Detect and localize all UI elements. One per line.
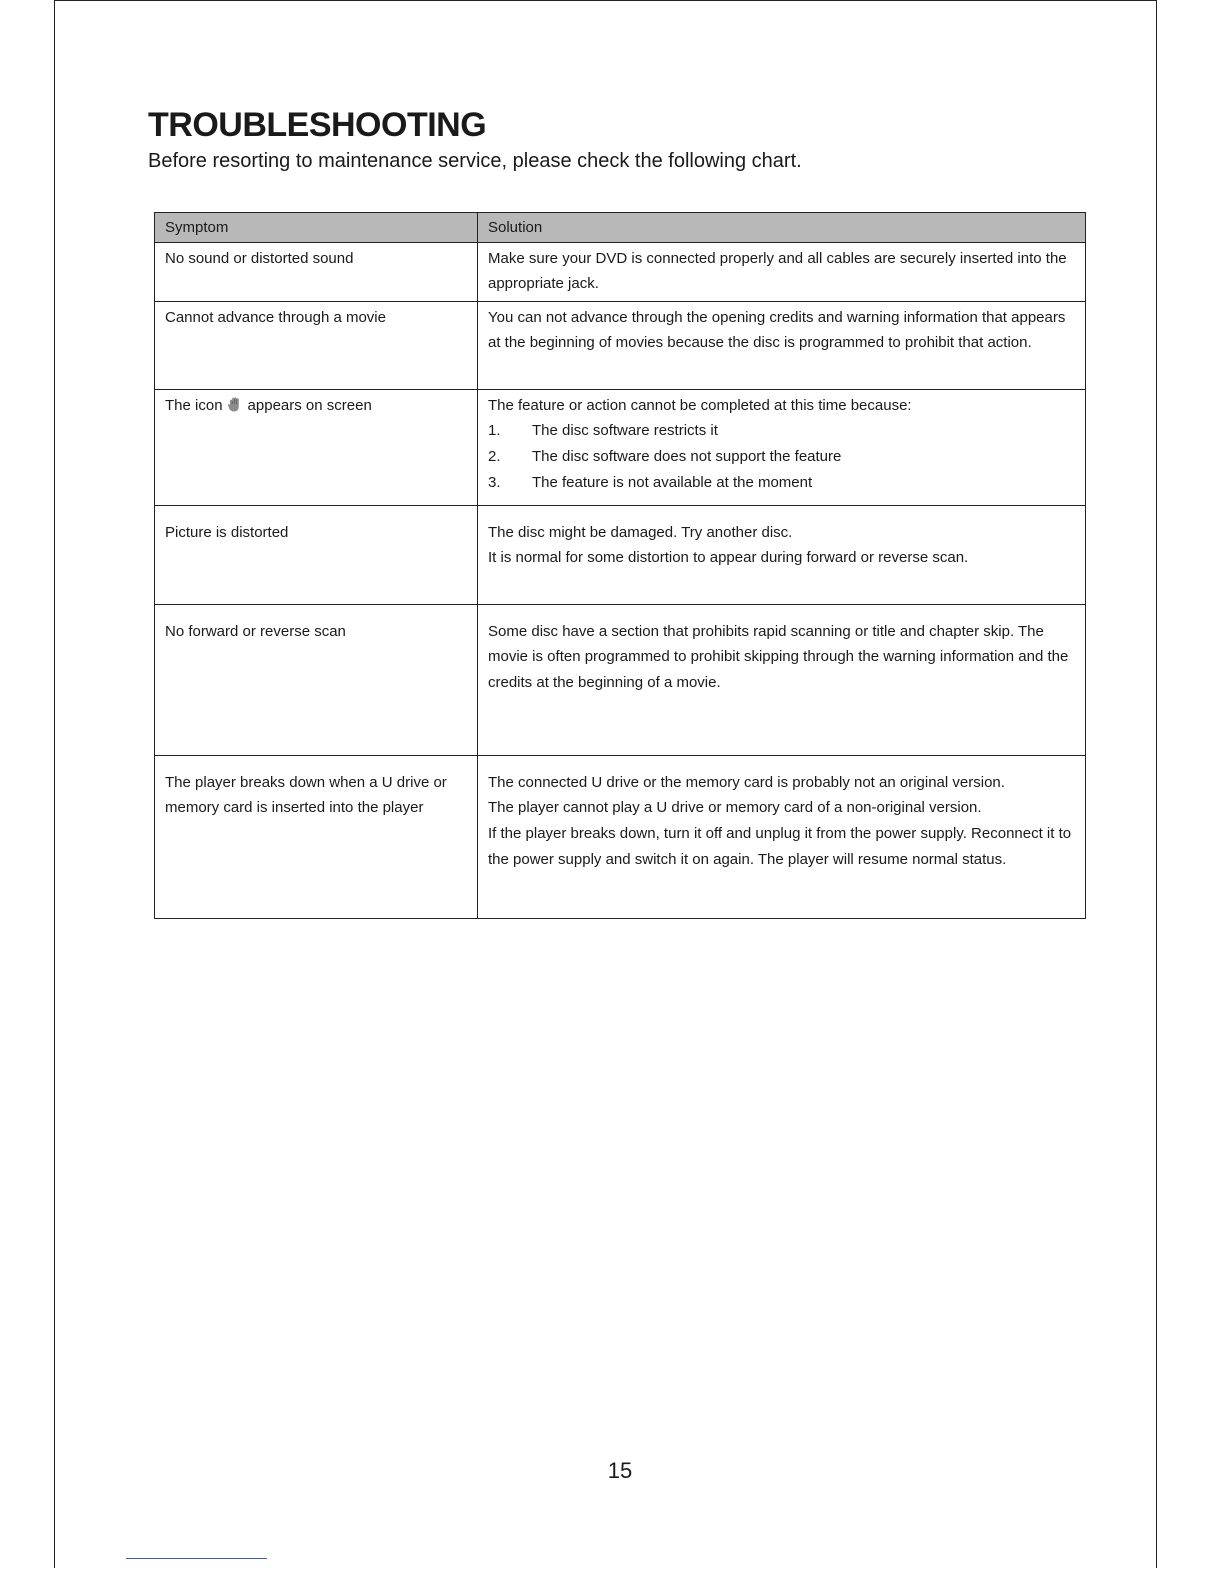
header-solution: Solution <box>478 213 1086 243</box>
symptom-suffix: appears on screen <box>247 396 372 414</box>
symptom-cell: The player breaks down when a U drive or memory card is inserted into the player <box>155 755 478 918</box>
solution-line: If the player breaks down, turn it off and unplug it from the power supply. Reconnect it to the power supply and switch it on again. The player will resume normal status. <box>488 824 1072 868</box>
solution-cell <box>478 505 1086 604</box>
table-row <box>155 242 1086 301</box>
table-row <box>155 389 1086 505</box>
symptom-cell <box>155 389 478 505</box>
solution-line: The disc might be damaged. Try another disc. <box>488 523 793 541</box>
prohibited-hand-icon <box>227 396 242 422</box>
solution-cell <box>478 242 1086 301</box>
page-number: 15 <box>607 1458 633 1483</box>
page-border-right <box>1156 0 1157 1568</box>
list-item: 2. The disc software does not support the feature <box>488 447 842 465</box>
solution-cell <box>478 301 1086 389</box>
solution-line: It is normal for some distortion to appear during forward or reverse scan. <box>488 549 969 567</box>
header-symptom: Symptom <box>155 213 478 243</box>
symptom-cell: Cannot advance through a movie <box>155 301 478 389</box>
symptom-prefix: The icon <box>165 396 223 414</box>
table-row <box>155 505 1086 604</box>
list-item: 3. The feature is not available at the moment <box>488 473 813 491</box>
reason-list <box>488 418 1076 495</box>
solution-line: The connected U drive or the memory card is probably not an original version. <box>488 773 1005 791</box>
list-item: 1. The disc software restricts it <box>488 422 718 440</box>
page-border-top <box>54 0 1157 1</box>
solution-cell <box>478 389 1086 505</box>
footnote-separator <box>126 1558 267 1559</box>
solution-line: You can not advance through the opening credits and warning information that appears at the beginning of movies because the disc is programmed to prohibit that action. <box>488 308 1066 352</box>
page-title: TROUBLESHOOTING <box>148 106 487 144</box>
solution-cell <box>478 604 1086 755</box>
troubleshooting-table <box>154 212 1086 919</box>
table-header-row <box>155 213 1086 243</box>
table-row <box>155 301 1086 389</box>
intro-text: Before resorting to maintenance service, please check the following chart. <box>148 150 802 172</box>
symptom-cell: No forward or reverse scan <box>155 604 478 755</box>
solution-line: Some disc have a section that prohibits rapid scanning or title and chapter skip. The movie is often programmed to prohibit skipping through the warning information and the credits at the beginning of a movie. <box>488 622 1069 691</box>
solution-line: Make sure your DVD is connected properly and all cables are securely inserted into the appropriate jack. <box>488 249 1067 293</box>
solution-cell <box>478 755 1086 918</box>
symptom-cell: No sound or distorted sound <box>155 242 478 301</box>
page-border-left <box>54 0 55 1568</box>
table-row <box>155 755 1086 918</box>
symptom-cell: Picture is distorted <box>155 505 478 604</box>
table-row <box>155 604 1086 755</box>
solution-line: The player cannot play a U drive or memory card of a non-original version. <box>488 799 982 817</box>
solution-intro: The feature or action cannot be completed at this time because: <box>488 396 912 414</box>
